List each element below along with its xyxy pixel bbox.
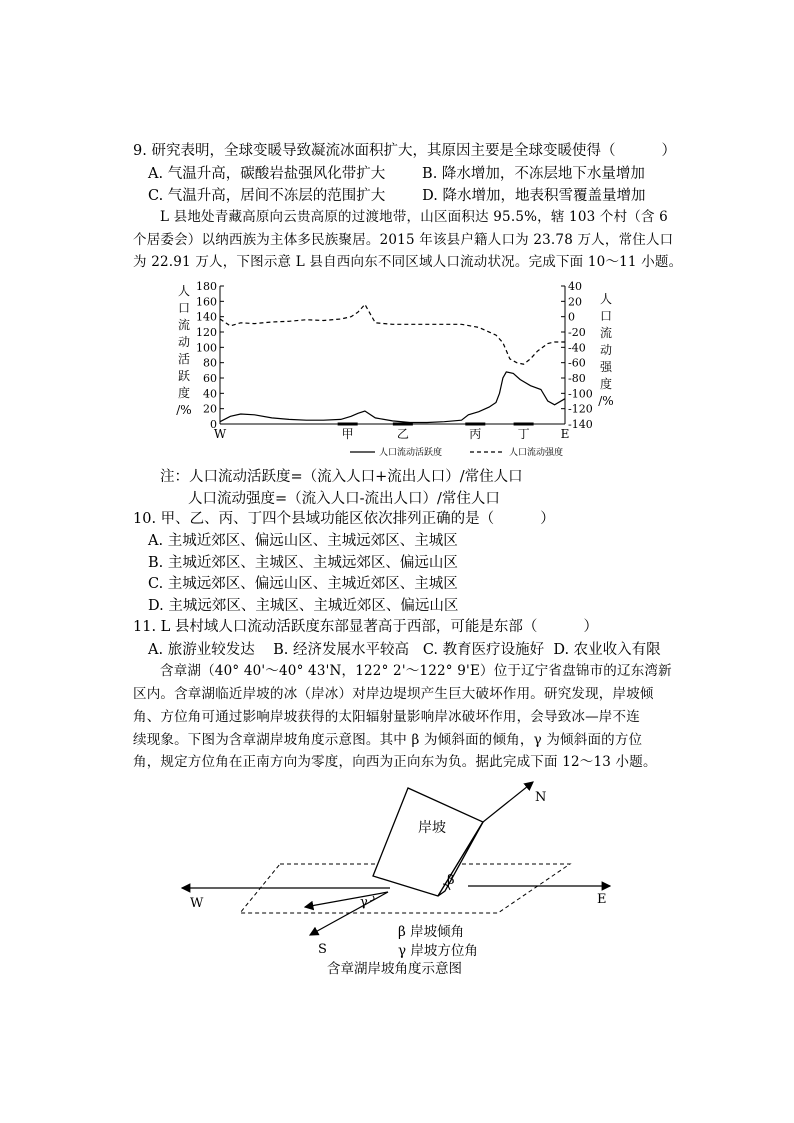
q10-option-d: D. 主城远郊区、主城区、主城近郊区、偏远山区 <box>148 598 459 614</box>
north-arrow <box>483 782 533 822</box>
legend-gamma: γ 岸坡方位角 <box>398 943 478 959</box>
right-axis-label-char: 强 <box>599 360 613 374</box>
diagram-caption: 含章湖岸坡角度示意图 <box>327 961 462 977</box>
right-tick-label: -60 <box>568 356 586 370</box>
legend-beta: β 岸坡倾角 <box>398 924 465 940</box>
right-tick-label: -20 <box>568 326 586 339</box>
label-s: S <box>318 942 327 957</box>
intro1-line2: 个居委会）以纳西族为主体多民族聚居。2015 年该县户籍人口为 23.78 万人，常住人口 <box>133 232 674 248</box>
intro2-line4: 续现象。下图为含章湖岸坡角度示意图。其中 β 为倾斜面的倾角，γ 为倾斜面的方位 <box>133 732 643 748</box>
q11-options: A. 旅游业较发达 B. 经济发展水平较高 C. 教育医疗设施好 D. 农业收入有限 <box>148 642 661 658</box>
q10-option-a: A. 主城近郊区、偏远山区、主城远郊区、主城区 <box>148 533 458 549</box>
left-tick-label: 80 <box>203 356 217 370</box>
left-tick-label: 20 <box>203 402 217 416</box>
q9-options-cd: C. 气温升高，居间不冻层的范围扩大 D. 降水增加，地表积雪覆盖量增加 <box>148 188 646 204</box>
left-axis-label-char: 活 <box>177 352 191 366</box>
left-tick-label: 100 <box>196 341 217 355</box>
left-axis-label-char: 口 <box>177 301 191 315</box>
left-axis-label-char: 流 <box>177 318 191 332</box>
right-axis-label-char: 人 <box>599 292 613 306</box>
intro2-line3: 角、方位角可通过影响岸坡获得的太阳辐射量影响岸冰破坏作用，会导致冰—岸不连 <box>133 709 640 725</box>
label-gamma: γ <box>360 895 368 910</box>
x-end-label: E <box>560 427 570 441</box>
region-label: 丙 <box>469 427 482 441</box>
left-tick-label: 140 <box>196 310 217 324</box>
chart-note-2: 人口流动强度=（流入人口-流出人口）/常住人口 <box>188 491 500 507</box>
legend-label-2: 人口流动强度 <box>509 448 564 458</box>
slope-label: 岸坡 <box>418 820 446 836</box>
intro1-line3: 为 22.91 万人，下图示意 L 县自西向东不同区域人口流动状况。完成下面 10～11 小题。 <box>133 254 683 270</box>
population-flow-chart <box>170 278 630 463</box>
right-tick-label: -120 <box>568 402 593 416</box>
intro2-line2: 区内。含章湖临近岸坡的冰（岸冰）对岸边堤坝产生巨大破坏作用。研究发现，岸坡倾 <box>133 686 654 702</box>
left-tick-label: 120 <box>196 326 217 339</box>
x-start-label: W <box>213 427 227 441</box>
left-tick-label: 40 <box>203 387 217 401</box>
label-n: N <box>535 790 547 805</box>
left-tick-label: 60 <box>203 372 217 385</box>
right-tick-label: 0 <box>568 310 575 324</box>
gamma-arc <box>370 896 374 901</box>
right-axis-label-char: 流 <box>599 326 613 340</box>
intro1-line1: L 县地处青藏高原向云贵高原的过渡地带，山区面积达 95.5%，辖 103 个村（含 6 <box>160 209 668 225</box>
region-label: 甲 <box>341 427 354 441</box>
series-line-2 <box>220 304 565 364</box>
label-beta: β <box>447 873 455 888</box>
right-tick-label: -100 <box>568 387 593 401</box>
q9-options-ab: A. 气温升高，碳酸岩盐强风化带扩大 B. 降水增加，不冻层地下水量增加 <box>148 166 645 182</box>
right-tick-label: -80 <box>568 372 586 385</box>
right-axis-label-char: 度 <box>599 377 613 391</box>
series-line-1 <box>220 372 565 423</box>
q10-stem: 10. 甲、乙、丙、丁四个县域功能区依次排列正确的是（ ） <box>133 511 555 527</box>
label-w: W <box>190 896 204 911</box>
chart-note-1: 注：人口流动活跃度=（流入人口+流出人口）/常住人口 <box>160 469 523 485</box>
intro2-line5: 角，规定方位角在正南方向为零度，向西为正向东为负。据此完成下面 12～13 小题。 <box>133 754 657 770</box>
left-axis-label-char: 跃 <box>177 369 191 383</box>
q11-stem: 11. L 县村域人口流动活跃度东部显著高于西部，可能是东部（ ） <box>133 619 598 635</box>
right-axis-label-char: 动 <box>599 343 613 357</box>
right-tick-label: 20 <box>568 295 582 309</box>
left-tick-label: 0 <box>210 418 217 431</box>
right-tick-label: 40 <box>568 280 582 293</box>
legend-label-1: 人口流动活跃度 <box>379 448 443 458</box>
left-axis-label-char: 动 <box>177 335 191 349</box>
region-label: 乙 <box>396 427 409 441</box>
label-e: E <box>597 892 607 907</box>
right-tick-label: -40 <box>568 341 586 355</box>
right-axis-label-char: /% <box>598 394 614 408</box>
left-tick-label: 180 <box>196 280 217 293</box>
right-tick-label: -140 <box>568 418 593 431</box>
slope-front-face <box>373 788 483 896</box>
q10-option-b: B. 主城近郊区、主城区、主城远郊区、偏远山区 <box>148 555 458 571</box>
left-axis-label-char: /% <box>176 403 192 417</box>
q9-stem: 9. 研究表明，全球变暖导致凝流冰面积扩大，其原因主要是全球变暖使得（ ） <box>133 143 677 159</box>
q10-option-c: C. 主城远郊区、偏远山区、主城近郊区、主城区 <box>148 576 458 592</box>
left-axis-label-char: 度 <box>177 386 191 400</box>
intro2-line1: 含章湖（40° 40'～40° 43'N，122° 2'～122° 9'E）位于辽宁省盘锦市的辽东湾新 <box>160 663 672 679</box>
right-axis-label-char: 口 <box>599 309 613 323</box>
slope-angle-diagram <box>170 780 630 980</box>
left-axis-label-char: 人 <box>177 284 191 298</box>
left-tick-label: 160 <box>196 295 217 309</box>
region-label: 丁 <box>517 427 530 441</box>
